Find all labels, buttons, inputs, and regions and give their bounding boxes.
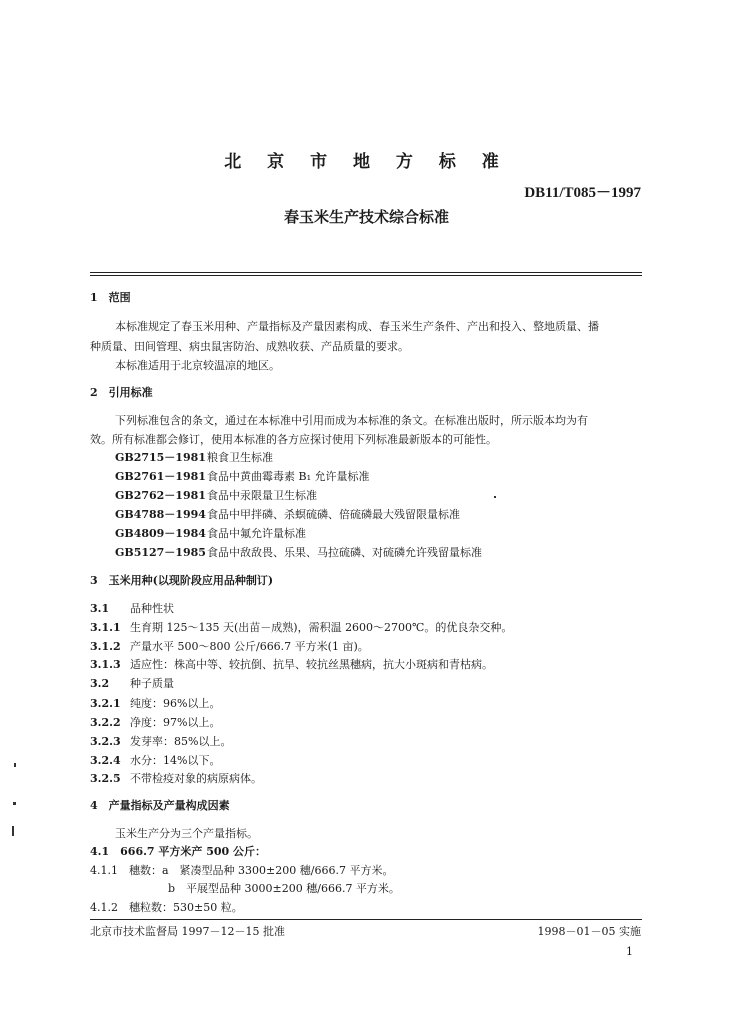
reference-title: 食品中敌敌畏、乐果、马拉硫磷、对硫磷允许残留量标准	[207, 546, 482, 559]
clause-item	[90, 621, 512, 635]
section-2-paragraph-line-2: 效。所有标准都会修订，使用本标准的各方应探讨使用下列标准最新版本的可能性。	[90, 433, 497, 446]
clause-number: 3.1.2	[90, 640, 121, 653]
clause-text: 适应性：株高中等、较抗倒、抗旱、较抗丝黑穗病，抗大小斑病和青枯病。	[130, 658, 493, 671]
header-divider-top	[90, 272, 642, 273]
clause-text: 种子质量	[130, 677, 174, 690]
clause-item	[90, 677, 174, 691]
section-2-paragraph-line-1: 下列标准包含的条文，通过在本标准中引用而成为本标准的条文。在标准出版时，所示版本均为有	[115, 414, 588, 427]
clause-4-1-1: 4.1.1 穗数：a 紧凑型品种 3300±200 穗/666.7 平方米。	[90, 864, 394, 877]
footer-divider	[90, 919, 642, 920]
clause-number: 3.2.5	[90, 772, 121, 785]
reference-title: 食品中氟允许量标准	[207, 527, 306, 540]
reference-title: 食品中汞限量卫生标准	[207, 489, 317, 502]
section-4-intro: 玉米生产分为三个产量指标。	[115, 827, 258, 840]
clause-item	[90, 640, 369, 654]
reference-code: GB2762－1981	[115, 489, 206, 502]
approval-line: 北京市技术监督局 1997－12－15 批准	[90, 925, 285, 938]
clause-text: 水分：14%以下。	[130, 754, 221, 767]
clause-text: 产量水平 500～800 公斤/666.7 平方米(1 亩)。	[130, 640, 369, 653]
section-1-heading: 1 范围	[90, 291, 131, 304]
clause-number: 3.1.1	[90, 621, 121, 634]
clause-item	[90, 772, 262, 786]
clause-4-1-2: 4.1.2 穗粒数：530±50 粒。	[90, 901, 243, 914]
reference-title: 食品中甲拌磷、杀螟硫磷、倍硫磷最大残留限量标准	[207, 508, 460, 521]
clause-item	[90, 602, 174, 616]
reference-item	[115, 489, 317, 503]
clause-item	[90, 735, 231, 749]
clause-text: 纯度：96%以上。	[130, 697, 221, 710]
clause-text: 净度：97%以上。	[130, 716, 221, 729]
clause-text: 不带检疫对象的病原病体。	[130, 772, 262, 785]
reference-code: GB5127－1985	[115, 546, 206, 559]
reference-item	[115, 470, 370, 484]
clause-4-1: 4.1 666.7 平方米产 500 公斤：	[90, 845, 267, 858]
clause-text: 品种性状	[130, 602, 174, 615]
section-4-heading: 4 产量指标及产量构成因素	[90, 799, 230, 812]
section-1-paragraph-2: 本标准适用于北京较温凉的地区。	[115, 359, 280, 372]
reference-code: GB4809－1984	[115, 527, 206, 540]
clause-text: 生育期 125～135 天(出苗－成熟)，需积温 2600～2700℃。的优良杂交种。	[130, 621, 513, 634]
scan-artifact	[494, 496, 496, 498]
document-org-title: 北 京 市 地 方 标 准	[224, 152, 509, 172]
scan-artifact	[13, 802, 16, 805]
scan-artifact	[14, 763, 16, 767]
reference-title: 粮食卫生标准	[207, 451, 273, 464]
section-1-paragraph-line-2: 种质量、田间管理、病虫鼠害防治、成熟收获、产品质量的要求。	[90, 340, 409, 353]
reference-code: GB4788－1994	[115, 508, 206, 521]
clause-item	[90, 754, 220, 768]
clause-text: 发芽率：85%以上。	[130, 735, 232, 748]
section-1-paragraph-line-1: 本标准规定了春玉米用种、产量指标及产量因素构成、春玉米生产条件、产出和投入、整地质量、播	[115, 320, 599, 333]
clause-item	[90, 658, 493, 672]
clause-number: 3.2.2	[90, 716, 121, 729]
reference-title: 食品中黄曲霉毒素 B₁ 允许量标准	[207, 470, 370, 483]
clause-number: 3.2.4	[90, 754, 121, 767]
scan-artifact	[12, 826, 14, 836]
reference-item	[115, 527, 306, 541]
clause-4-1-1-b: b 平展型品种 3000±200 穗/666.7 平方米。	[168, 882, 400, 895]
effective-date: 1998－01－05 实施	[537, 925, 641, 938]
standard-code: DB11/T085－1997	[524, 185, 641, 201]
section-3-heading: 3 玉米用种(以现阶段应用品种制订)	[90, 574, 274, 587]
page-number: 1	[626, 945, 633, 958]
reference-code: GB2715－1981	[115, 451, 206, 464]
reference-code: GB2761－1981	[115, 470, 206, 483]
clause-number: 3.2.3	[90, 735, 121, 748]
clause-number: 3.1	[90, 602, 110, 615]
document-title: 春玉米生产技术综合标准	[283, 208, 449, 226]
clause-number: 3.2	[90, 677, 110, 690]
clause-number: 3.1.3	[90, 658, 121, 671]
reference-item	[115, 546, 482, 560]
section-2-heading: 2 引用标准	[90, 386, 153, 399]
clause-item	[90, 716, 220, 730]
reference-item	[115, 508, 460, 522]
clause-number: 3.2.1	[90, 697, 121, 710]
reference-item	[115, 451, 273, 465]
clause-item	[90, 697, 220, 711]
header-divider-bottom	[90, 275, 642, 276]
